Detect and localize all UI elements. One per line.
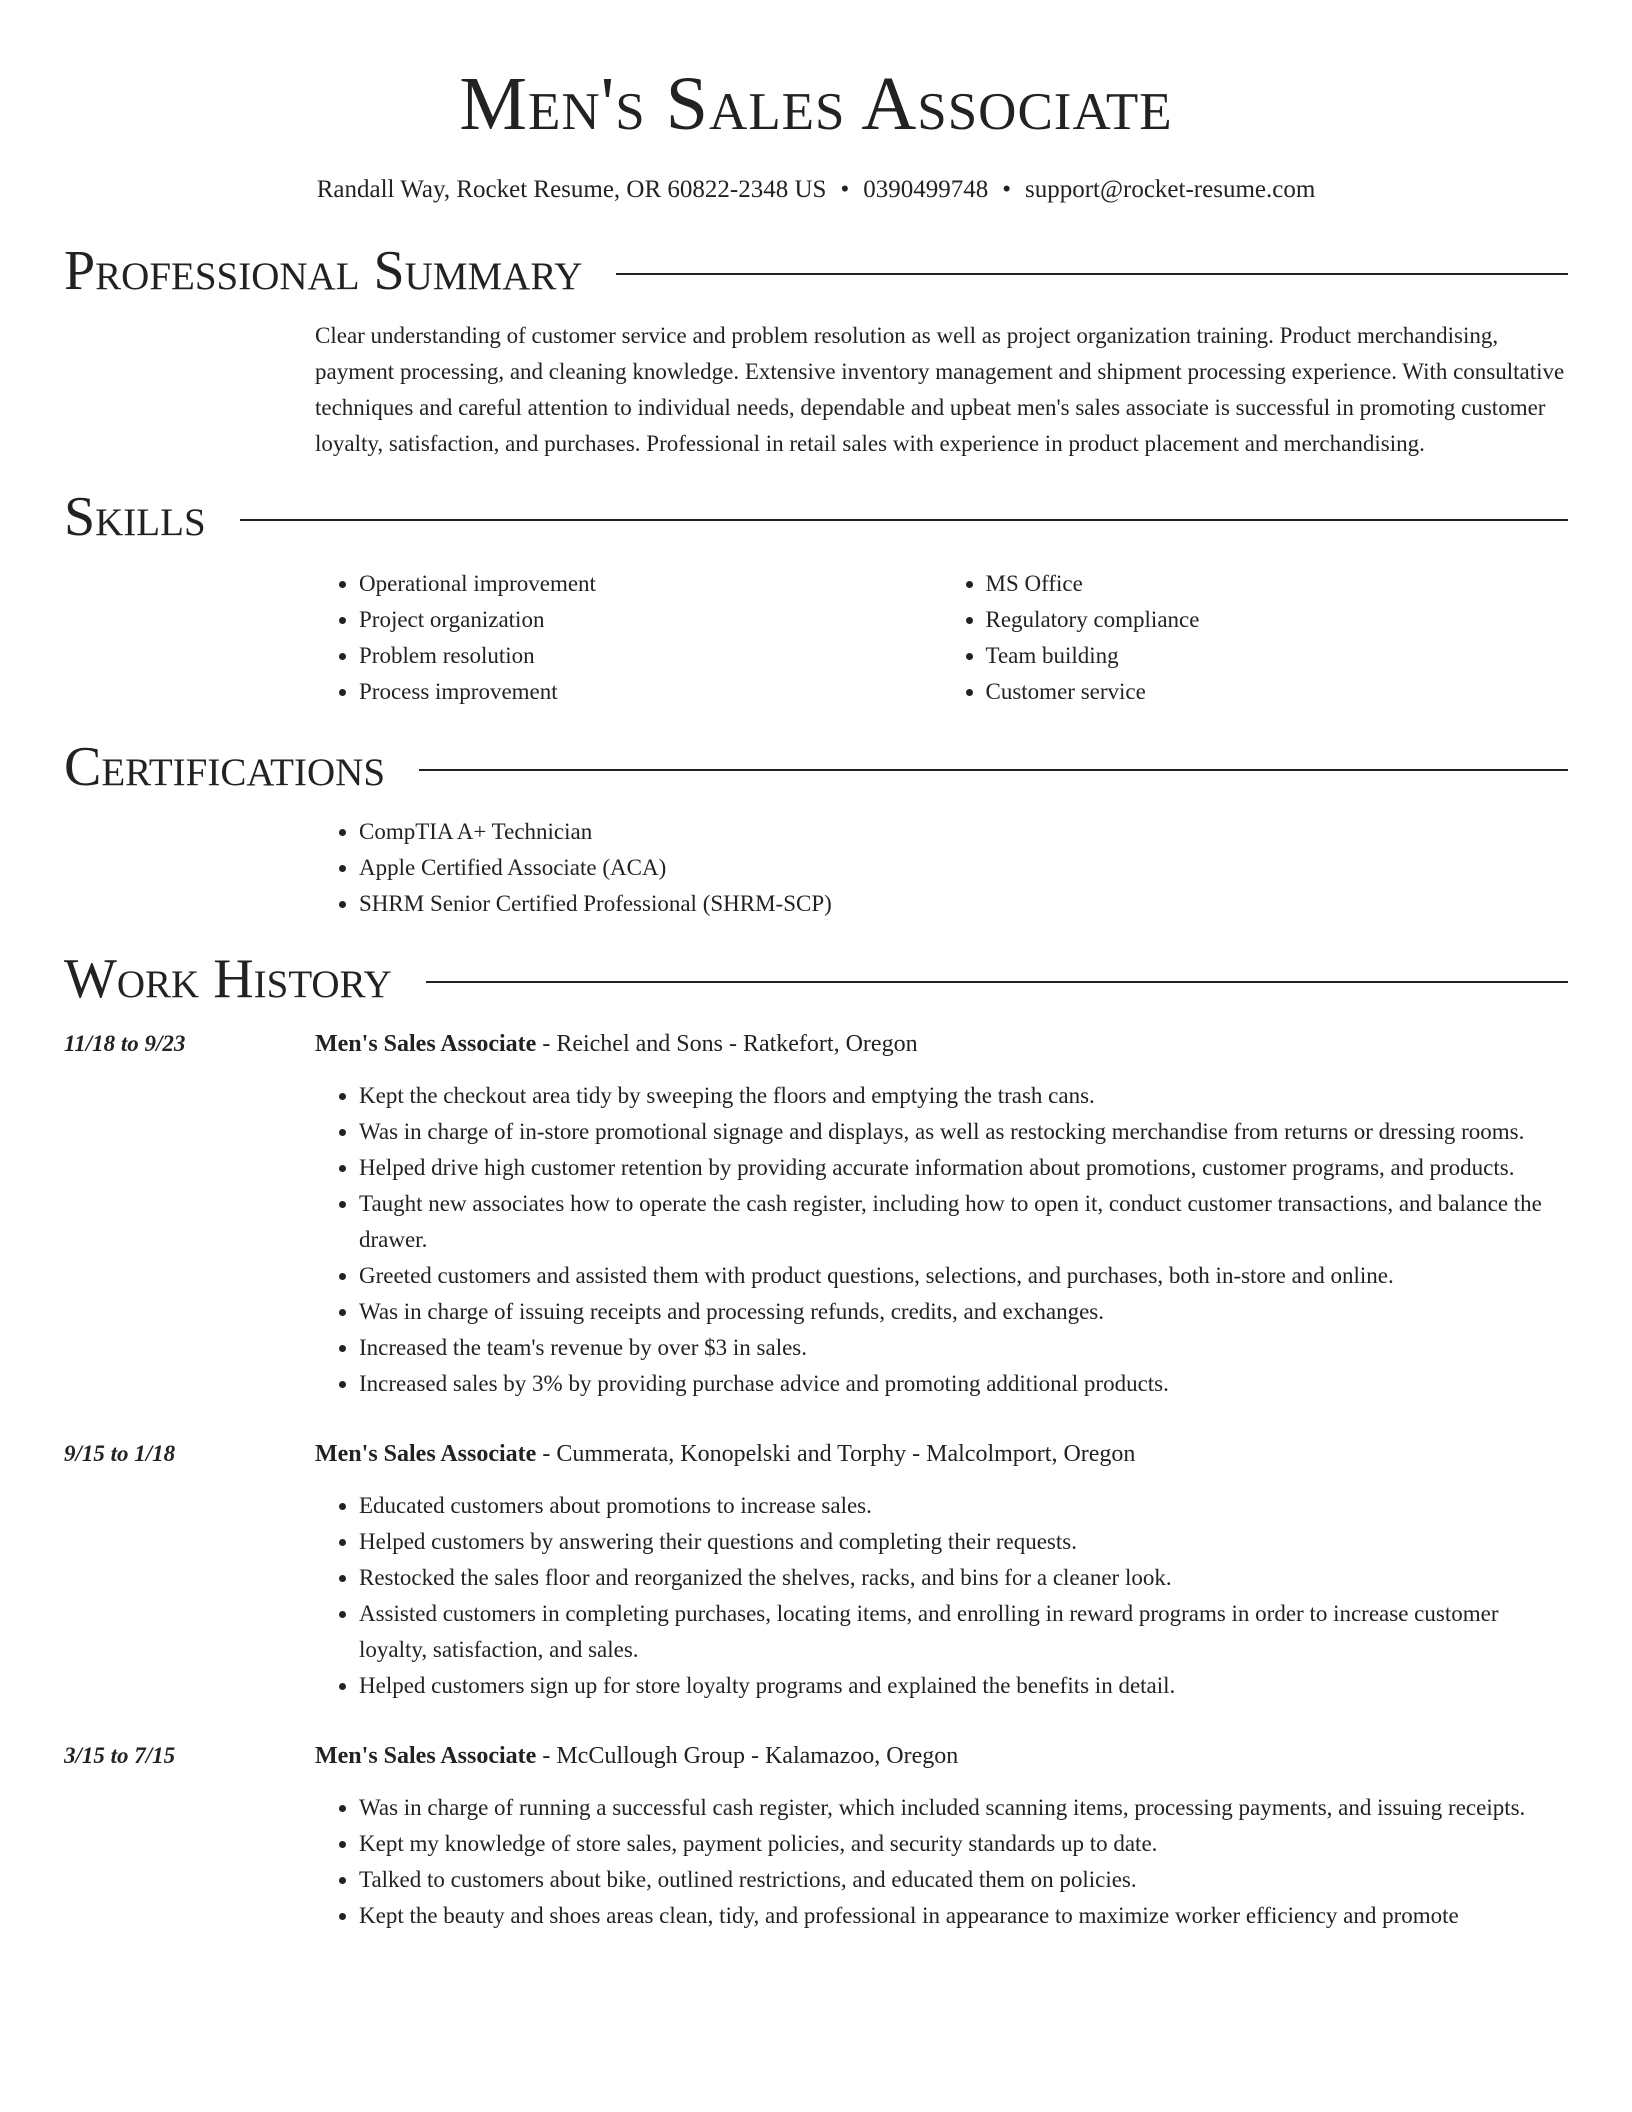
list-item: • Operational improvement xyxy=(359,566,942,602)
list-item: • Kept my knowledge of store sales, payment policies, and security standards up to date. xyxy=(359,1826,1568,1862)
section-header xyxy=(64,948,1568,1010)
summary-text: Clear understanding of customer service and problem resolution as well as project organization training. Product merchandising, payment processing, and cleaning knowledge. Extensive inventory management and shipment processing experience. With consultative techniques and careful attention to individual needs, dependable and upbeat men's sales associate is successful in promoting customer loyalty, satisfaction, and purchases. Professional in retail sales with experience in product placement and merchandising. xyxy=(315,323,1565,456)
list-item: • Was in charge of running a successful cash register, which included scanning items, processing payments, and issuing receipts. xyxy=(359,1790,1568,1826)
job-employer: - McCullough Group - Kalamazoo, Oregon xyxy=(536,1743,959,1769)
section-divider xyxy=(616,273,1568,275)
skills-list-left xyxy=(315,566,942,710)
job-bullets xyxy=(315,1790,1568,1934)
list-item: • Kept the beauty and shoes areas clean, tidy, and professional in appearance to maximize worker efficiency and promote xyxy=(359,1898,1568,1934)
job-dates: 11/18 to 9/23 xyxy=(64,1031,186,1056)
job-dates: 3/15 to 7/15 xyxy=(64,1743,176,1768)
job-role: Men's Sales Associate xyxy=(315,1031,537,1057)
certifications-section xyxy=(64,736,1568,922)
list-item: • Restocked the sales floor and reorganized the shelves, racks, and bins for a cleaner look. xyxy=(359,1560,1568,1596)
section-divider xyxy=(240,519,1568,521)
job-bullets xyxy=(315,1488,1568,1704)
contact-line xyxy=(64,174,1568,206)
list-item: • Greeted customers and assisted them with product questions, selections, and purchases, both in-store and online. xyxy=(359,1258,1568,1294)
summary-section xyxy=(64,240,1568,462)
section-title-certifications: Certifications xyxy=(64,736,386,798)
list-item: • Increased sales by 3% by providing purchase advice and promoting additional products. xyxy=(359,1366,1568,1402)
list-item: • Helped drive high customer retention by providing accurate information about promotions, customer programs, and products. xyxy=(359,1150,1568,1186)
certifications-list xyxy=(315,814,1568,922)
separator-dot: • xyxy=(840,176,850,203)
list-item: • Was in charge of issuing receipts and processing refunds, credits, and exchanges. xyxy=(359,1294,1568,1330)
job-role: Men's Sales Associate xyxy=(315,1441,537,1467)
list-item: • Helped customers sign up for store loyalty programs and explained the benefits in detail. xyxy=(359,1668,1568,1704)
list-item: • Apple Certified Associate (ACA) xyxy=(359,850,1568,886)
list-item: • Taught new associates how to operate the cash register, including how to open it, conduct customer transactions, and balance the drawer. xyxy=(359,1186,1568,1258)
email-link[interactable]: support@rocket-resume.com xyxy=(1024,176,1316,203)
section-header xyxy=(64,240,1568,302)
address: Randall Way, Rocket Resume, OR 60822-2348 US xyxy=(316,176,827,203)
list-item: • MS Office xyxy=(986,566,1569,602)
list-item: • Process improvement xyxy=(359,674,942,710)
section-title-work-history: Work History xyxy=(64,948,392,1010)
job-employer: - Reichel and Sons - Ratkefort, Oregon xyxy=(536,1031,918,1057)
list-item: • Increased the team's revenue by over $3 in sales. xyxy=(359,1330,1568,1366)
section-header xyxy=(64,486,1568,548)
list-item: • Kept the checkout area tidy by sweeping the floors and emptying the trash cans. xyxy=(359,1078,1568,1114)
job-heading xyxy=(315,1436,1568,1472)
job-entry xyxy=(64,1738,1568,1934)
list-item: • Helped customers by answering their questions and completing their requests. xyxy=(359,1524,1568,1560)
separator-dot: • xyxy=(1002,176,1011,203)
job-entry xyxy=(64,1026,1568,1402)
list-item: • CompTIA A+ Technician xyxy=(359,814,1568,850)
job-employer: - Cummerata, Konopelski and Torphy - Malcolmport, Oregon xyxy=(536,1441,1136,1467)
job-dates: 9/15 to 1/18 xyxy=(64,1441,176,1466)
list-item: • Educated customers about promotions to increase sales. xyxy=(359,1488,1568,1524)
list-item: • SHRM Senior Certified Professional (SHRM-SCP) xyxy=(359,886,1568,922)
list-item: • Customer service xyxy=(986,674,1569,710)
list-item: • Team building xyxy=(986,638,1569,674)
section-divider xyxy=(419,769,1568,771)
list-item: • Was in charge of in-store promotional signage and displays, as well as restocking merchandise from returns or dressing rooms. xyxy=(359,1114,1568,1150)
resume-page xyxy=(64,0,1568,1934)
section-title-summary: Professional Summary xyxy=(64,240,583,302)
phone: 0390499748 xyxy=(863,176,989,203)
skills-list-right xyxy=(942,566,1569,710)
job-entry xyxy=(64,1436,1568,1704)
list-item: • Problem resolution xyxy=(359,638,942,674)
job-heading xyxy=(315,1738,1568,1774)
section-header xyxy=(64,736,1568,798)
skills-columns xyxy=(315,566,1568,710)
job-bullets xyxy=(315,1078,1568,1402)
list-item: • Project organization xyxy=(359,602,942,638)
resume-title: Men's Sales Associate xyxy=(459,62,1173,146)
section-divider xyxy=(426,981,1568,983)
job-heading xyxy=(315,1026,1568,1062)
work-history-section xyxy=(64,948,1568,1934)
section-title-skills: Skills xyxy=(64,486,206,548)
list-item: • Regulatory compliance xyxy=(986,602,1569,638)
list-item: • Talked to customers about bike, outlined restrictions, and educated them on policies. xyxy=(359,1862,1568,1898)
skills-section xyxy=(64,486,1568,710)
job-role: Men's Sales Associate xyxy=(315,1743,537,1769)
list-item: • Assisted customers in completing purchases, locating items, and enrolling in reward programs in order to increase customer loyalty, satisfaction, and sales. xyxy=(359,1596,1568,1668)
